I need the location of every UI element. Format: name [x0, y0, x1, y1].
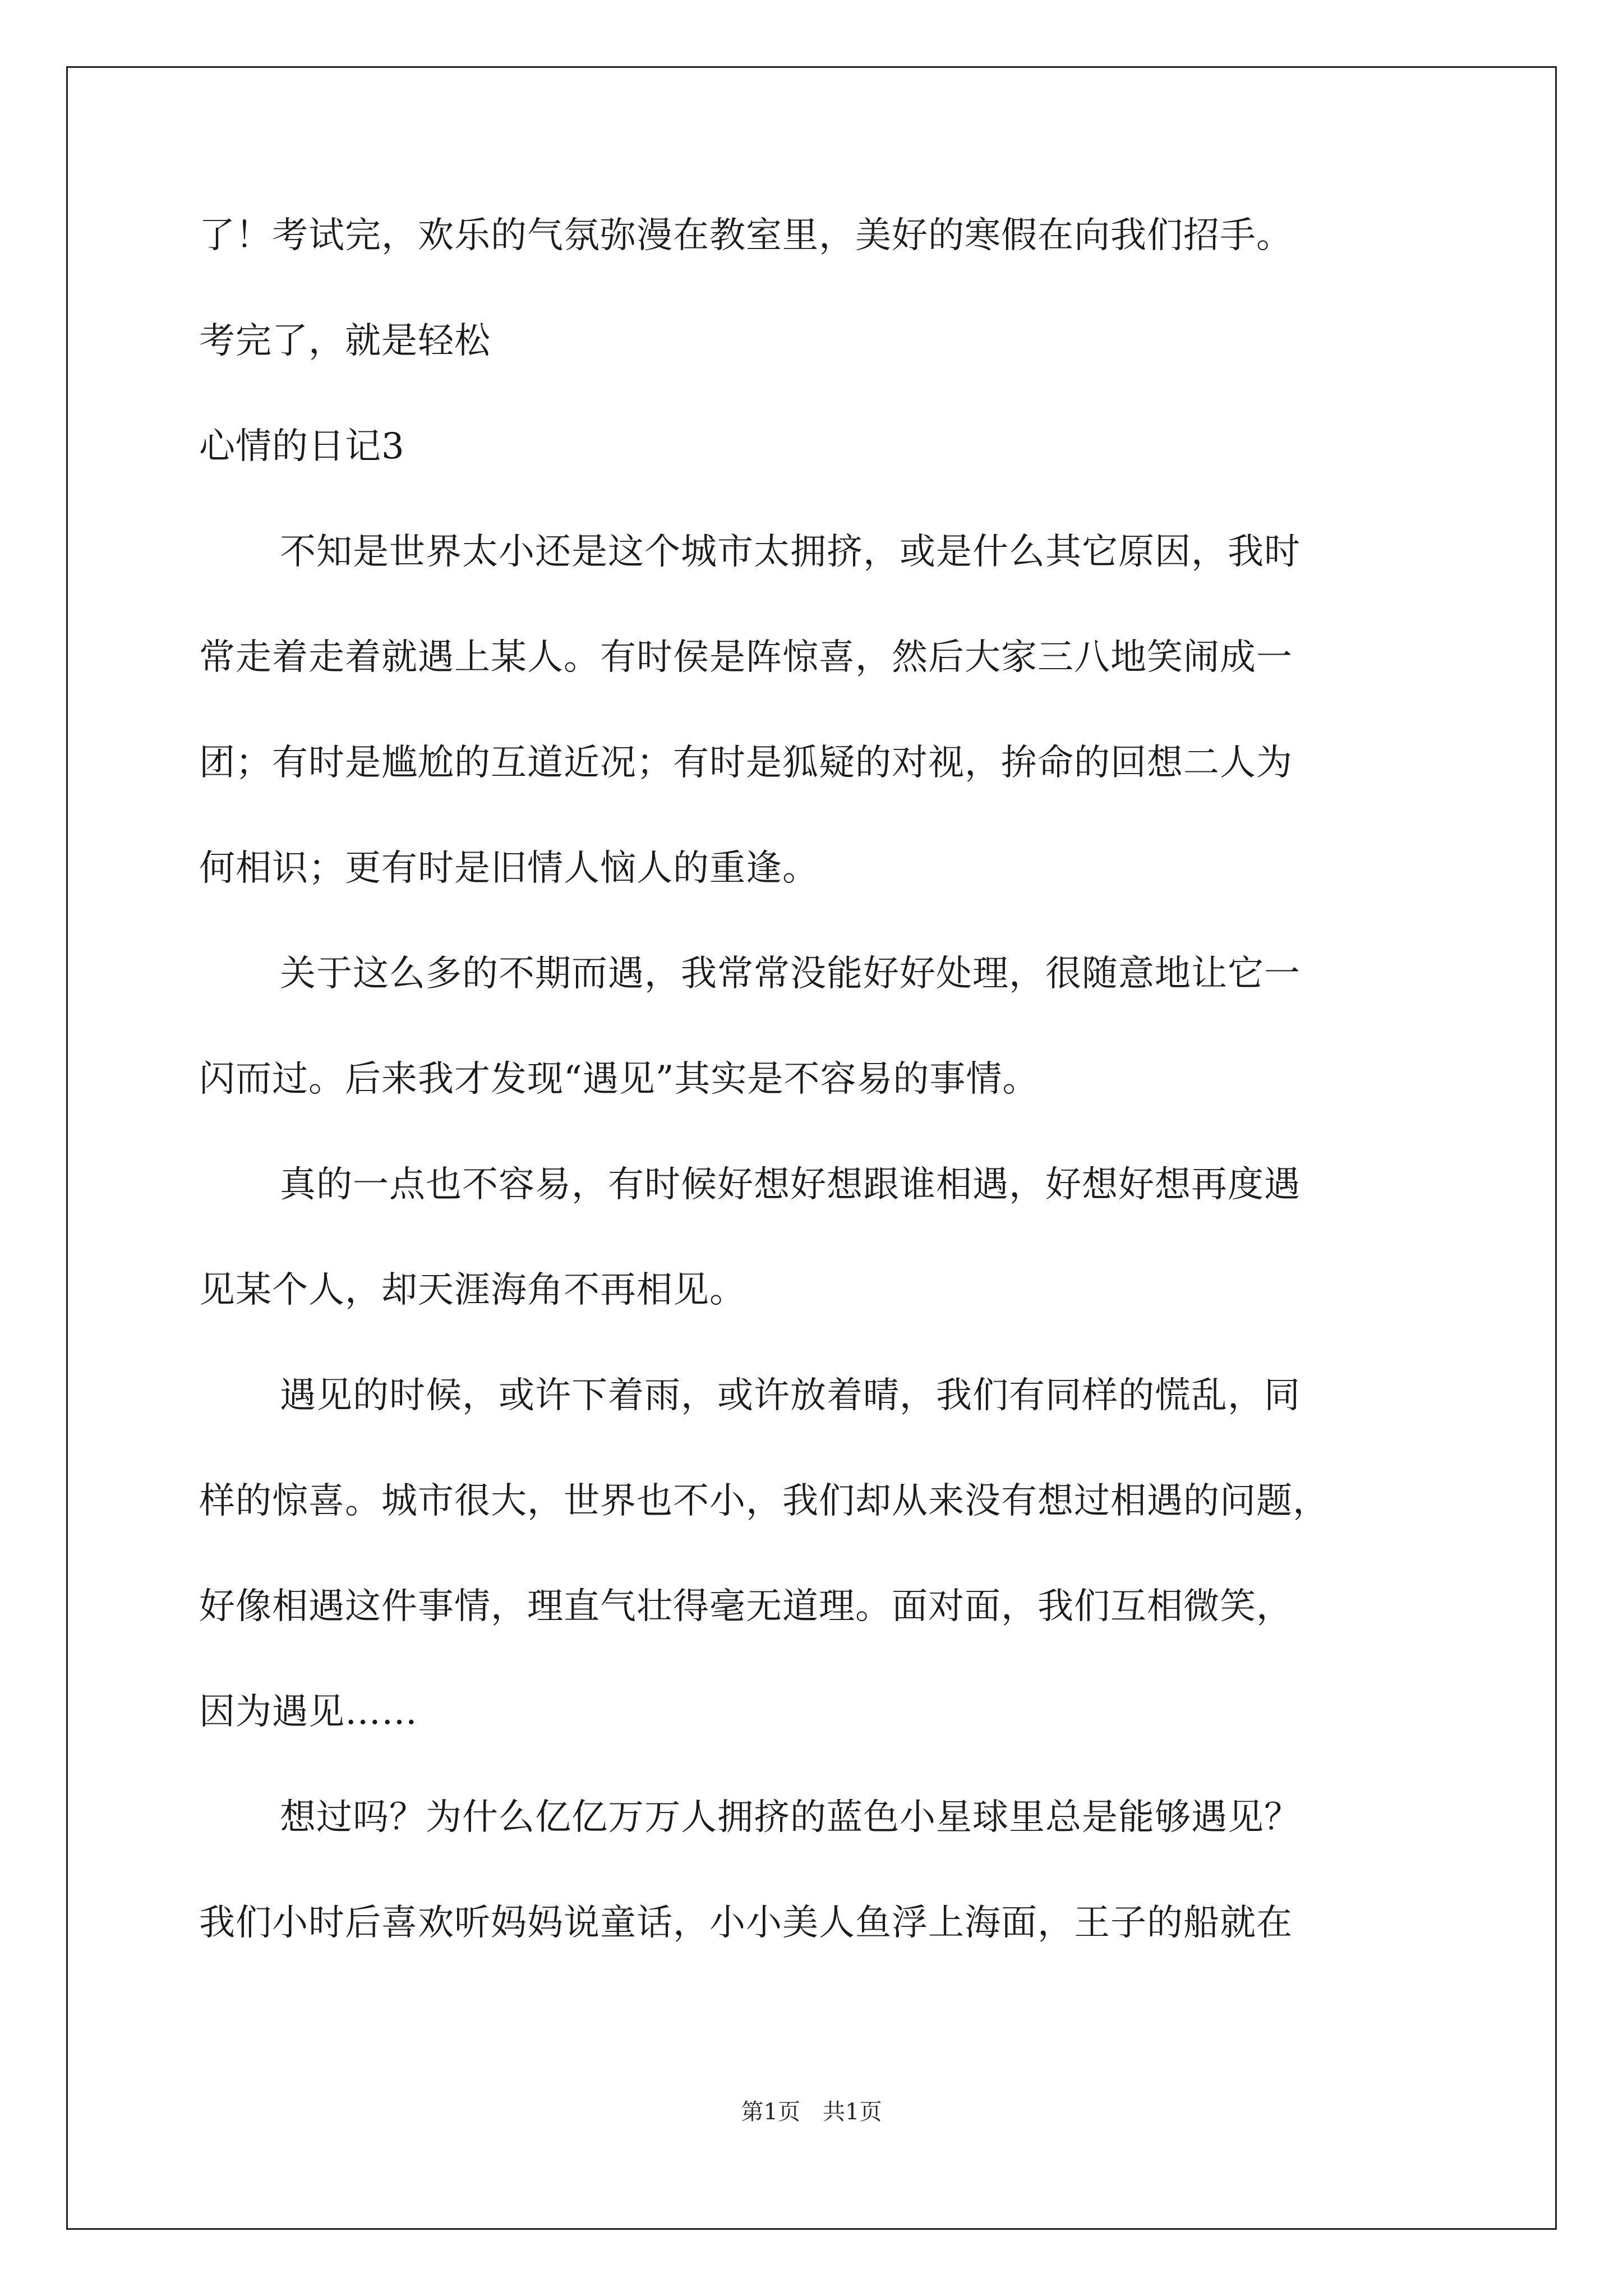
text-line: 见某个人，却天涯海角不再相见。: [199, 1269, 746, 1311]
text-line: 样的惊喜。城市很大，世界也不小，我们却从来没有想过相遇的问题，: [199, 1480, 1329, 1522]
text-line: 关于这么多的不期而遇，我常常没能好好处理，很随意地让它一: [280, 953, 1301, 995]
text-line: 好像相遇这件事情，理直气壮得毫无道理。面对面，我们互相微笑，: [199, 1586, 1293, 1627]
text-line: 团；有时是尴尬的互道近况；有时是狐疑的对视，拚命的回想二人为: [199, 742, 1293, 784]
text-line: 何相识；更有时是旧情人恼人的重逢。: [199, 848, 819, 889]
text-line: 考完了，就是轻松: [199, 320, 491, 362]
page-footer: [0, 2098, 1623, 2126]
text-line: 因为遇见……: [199, 1691, 418, 1733]
text-line: 不知是世界太小还是这个城市太拥挤，或是什么其它原因，我时: [280, 531, 1301, 573]
text-line: 遇见的时候，或许下着雨，或许放着晴，我们有同样的慌乱，同: [280, 1375, 1301, 1416]
text-line: 了！考试完，欢乐的气氛弥漫在教室里，美好的寒假在向我们招手。: [199, 215, 1293, 256]
text-line: 常走着走着就遇上某人。有时侯是阵惊喜，然后大家三八地笑闹成一: [199, 637, 1293, 678]
document-body: [199, 213, 1467, 1945]
page-number: 第1页: [741, 2099, 800, 2125]
page-total: 共1页: [823, 2099, 882, 2125]
text-line: 我们小时后喜欢听妈妈说童话，小小美人鱼浮上海面，王子的船就在: [199, 1902, 1293, 1944]
text-line: 想过吗？为什么亿亿万万人拥挤的蓝色小星球里总是能够遇见？: [280, 1797, 1301, 1838]
section-heading: 心情的日记3: [199, 426, 405, 467]
text-line: 真的一点也不容易，有时候好想好想跟谁相遇，好想好想再度遇: [280, 1164, 1301, 1205]
text-line: 闪而过。后来我才发现“遇见”其实是不容易的事情。: [199, 1059, 1039, 1100]
